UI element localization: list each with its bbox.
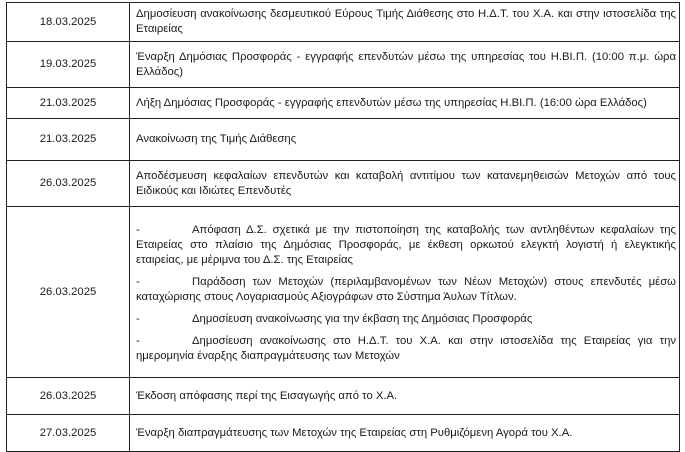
description-cell: Έναρξη Δημόσιας Προσφοράς - εγγραφής επενδυτών μέσω της υπηρεσίας του Η.ΒΙ.Π. (10:00 π.μ. ώρα Ελλάδος) <box>130 42 680 88</box>
list-item-text: Απόφαση Δ.Σ. σχετικά με την πιστοποίηση της καταβολής των αντληθέντων κεφαλαίων της Εταιρείας στο πλαίσιο της Δημόσιας Προσφοράς, με έκθεση ορκωτού ελεγκτή λογιστή ή ελεγκτικής εταιρείας, με μέριμνα του Δ.Σ. της Εταιρείας <box>136 224 676 266</box>
description-cell: Αποδέσμευση κεφαλαίων επενδυτών και καταβολή αντιτίμου των κατανεμηθεισών Μετοχών από τους Ειδικούς και Ιδιώτες Επενδυτές <box>130 161 680 207</box>
list-item <box>136 312 676 327</box>
date-cell: 26.03.2025 <box>7 161 130 207</box>
bullet-dash: - <box>136 313 140 325</box>
timetable <box>6 2 680 452</box>
table-row <box>7 378 680 415</box>
table-row <box>7 119 680 161</box>
table-row <box>7 42 680 88</box>
table-row <box>7 161 680 207</box>
bullet-dash: - <box>136 276 140 288</box>
list-item <box>136 334 676 364</box>
list-item-text: Δημοσίευση ανακοίνωσης στο Η.Δ.Τ. του Χ.Α. και στην ιστοσελίδα της Εταιρείας για την ημερομηνία έναρξης διαπραγμάτευσης των Μετοχών <box>136 335 676 362</box>
description-cell: Έναρξη διαπραγμάτευσης των Μετοχών της Εταιρείας στη Ρυθμιζόμενη Αγορά του Χ.Α. <box>130 415 680 452</box>
description-cell: Ανακοίνωση της Τιμής Διάθεσης <box>130 119 680 161</box>
bullet-dash: - <box>136 335 140 347</box>
list-item <box>136 223 676 268</box>
description-cell: Λήξη Δημόσιας Προσφοράς - εγγραφής επενδυτών μέσω της υπηρεσίας Η.ΒΙ.Π. (16:00 ώρα Ελλάδος) <box>130 88 680 119</box>
list-item-text: Παράδοση των Μετοχών (περιλαμβανομένων των Νέων Μετοχών) στους επενδυτές μέσω καταχώρισης στους Λογαριασμούς Αξιογράφων στο Σύστημα Άυλων Τίτλων. <box>136 276 676 303</box>
table-row <box>7 3 680 42</box>
date-cell: 19.03.2025 <box>7 42 130 88</box>
date-cell: 26.03.2025 <box>7 207 130 378</box>
date-cell: 26.03.2025 <box>7 378 130 415</box>
description-cell: Δημοσίευση ανακοίνωσης δεσμευτικού Εύρους Τιμής Διάθεσης στο Η.Δ.Τ. του Χ.Α. και στην ιστοσελίδα της Εταιρείας <box>130 3 680 42</box>
table-row <box>7 415 680 452</box>
date-cell: 18.03.2025 <box>7 3 130 42</box>
date-cell: 27.03.2025 <box>7 415 130 452</box>
list-item-text: Δημοσίευση ανακοίνωσης για την έκβαση της Δημόσιας Προσφοράς <box>192 313 533 325</box>
list-item <box>136 275 676 305</box>
description-cell: Έκδοση απόφασης περί της Εισαγωγής από το Χ.Α. <box>130 378 680 415</box>
table-row <box>7 88 680 119</box>
date-cell: 21.03.2025 <box>7 119 130 161</box>
date-cell: 21.03.2025 <box>7 88 130 119</box>
table-row <box>7 207 680 378</box>
bullet-dash: - <box>136 224 140 236</box>
description-cell-list <box>130 207 680 378</box>
